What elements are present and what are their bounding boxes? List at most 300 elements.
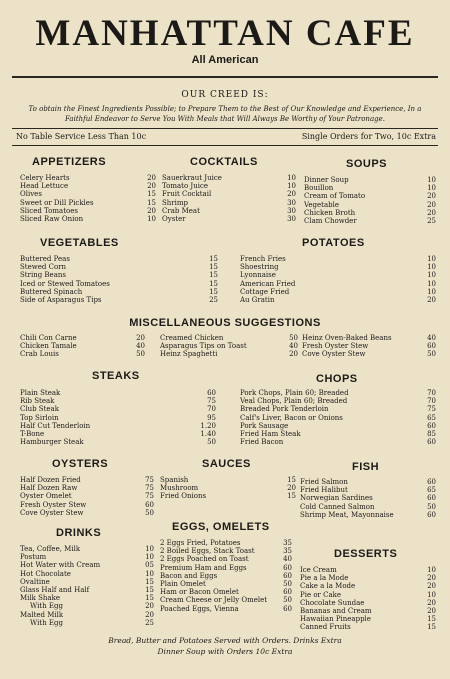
menu-item	[20, 586, 154, 594]
menu-item-name: Fried Onions	[160, 492, 207, 501]
menu-item	[240, 397, 436, 405]
menu-item-price: 15	[209, 263, 218, 272]
menu-item-price: 40	[289, 342, 298, 351]
menu-item-name: Oyster Omelet	[20, 492, 72, 501]
menu-item-price: 50	[207, 438, 216, 447]
eggs-list	[160, 539, 292, 613]
menu-item-price: 20	[145, 610, 154, 619]
cafe-title: MANHATTAN CAFE	[35, 13, 415, 54]
menu-item-name: Sweet or Dill Pickles	[20, 198, 94, 207]
menu-item-price: 15	[209, 279, 218, 288]
menu-item-name: Veal Chops, Plain 60; Breaded	[240, 397, 348, 406]
menu-item	[20, 255, 218, 263]
menu-item-price: 10	[427, 566, 436, 574]
menu-item-name: Head Lettuce	[20, 182, 69, 191]
misc-heading: MISCELLANEOUS SUGGESTIONS	[129, 317, 321, 329]
menu-item	[20, 207, 156, 215]
desserts-heading: DESSERTS	[334, 548, 398, 560]
menu-item-name: Creamed Chicken	[160, 334, 224, 342]
menu-item-name: Heinz Oven-Baked Beans	[302, 334, 392, 342]
menu-item	[302, 350, 436, 358]
menu-item-price: 50	[283, 580, 292, 589]
menu-item-price: 1.40	[200, 430, 216, 439]
menu-item-name: Chicken Tamale	[20, 342, 77, 351]
menu-item-name: Buttered Peas	[20, 255, 70, 263]
menu-item-price: 65	[427, 413, 436, 422]
menu-item-price: 10	[145, 545, 154, 553]
menu-item-name: Shrimp Meat, Mayonnaise	[300, 510, 394, 519]
menu-item	[240, 280, 436, 288]
menu-item-price: 20	[287, 190, 296, 199]
menu-item	[20, 405, 216, 413]
menu-item	[160, 539, 292, 547]
menu-item-price: 10	[145, 553, 154, 562]
menu-item-name: Asparagus Tips on Toast	[160, 342, 247, 351]
menu-item-price: 75	[145, 476, 154, 484]
menu-item-name: 2 Eggs Fried, Potatoes	[160, 539, 241, 547]
menu-item-price: 75	[427, 405, 436, 414]
menu-item-price: 15	[287, 476, 296, 484]
menu-item-name: Plain Steak	[20, 389, 61, 397]
menu-item-name: Mushroom	[160, 484, 199, 493]
note-rule	[12, 145, 438, 146]
menu-item-price: 20	[427, 208, 436, 217]
oysters-list	[20, 476, 154, 517]
menu-item-price: 70	[427, 397, 436, 406]
menu-item	[20, 484, 154, 492]
menu-item-price: 20	[147, 182, 156, 191]
menu-item	[304, 201, 436, 209]
menu-item	[20, 271, 218, 279]
menu-item-price: 60	[427, 438, 436, 447]
menu-item	[300, 599, 436, 607]
menu-item	[20, 215, 156, 223]
menu-item	[240, 296, 436, 304]
menu-item	[240, 288, 436, 296]
menu-item-price: 60	[207, 389, 216, 397]
menu-item	[300, 615, 436, 623]
menu-item-price: 65	[427, 486, 436, 495]
menu-item	[20, 174, 156, 182]
menu-item	[162, 215, 296, 223]
menu-item-price: 10	[287, 182, 296, 191]
menu-item	[20, 414, 216, 422]
menu-item-name: Cake a la Mode	[300, 582, 356, 591]
menu-item-price: 10	[427, 590, 436, 599]
menu-item-price: 50	[145, 508, 154, 517]
oysters-heading: OYSTERS	[52, 458, 109, 470]
fish-list	[300, 478, 436, 519]
menu-item	[160, 605, 292, 613]
menu-item	[20, 602, 154, 610]
menu-item-name: Pie or Cake	[300, 590, 342, 599]
menu-item-name: Fried Halibut	[300, 486, 348, 495]
menu-item	[160, 484, 296, 492]
menu-item-name: Poached Eggs, Vienna	[160, 604, 239, 613]
menu-item-price: 05	[145, 561, 154, 570]
menu-item	[20, 509, 154, 517]
menu-item-name: Bananas and Cream	[300, 607, 372, 616]
menu-item-price: 15	[147, 198, 156, 207]
menu-item-price: 40	[136, 342, 145, 351]
menu-item-price: 60	[145, 500, 154, 509]
menu-item	[20, 501, 154, 509]
menu-item-price: 75	[145, 484, 154, 493]
menu-item-name: Top Sirloin	[20, 413, 59, 422]
menu-item	[160, 350, 298, 358]
menu-item-name: With Egg	[30, 618, 63, 627]
menu-item-name: 2 Boiled Eggs, Stack Toast	[160, 547, 255, 556]
menu-item-name: Stewed Corn	[20, 263, 67, 272]
menu-item	[300, 511, 436, 519]
menu-item-price: 20	[289, 350, 298, 359]
menu-item-name: Shrimp	[162, 198, 189, 207]
menu-item	[20, 422, 216, 430]
menu-item	[160, 572, 292, 580]
menu-item	[20, 263, 218, 271]
menu-item	[20, 476, 154, 484]
drinks-list	[20, 545, 154, 627]
menu-item-price: 60	[427, 478, 436, 486]
eggs-heading: EGGS, OMELETS	[172, 521, 270, 533]
menu-item-name: Half Dozen Fried	[20, 476, 81, 484]
menu-item	[300, 623, 436, 631]
menu-item-price: 85	[427, 430, 436, 439]
menu-item	[304, 192, 436, 200]
menu-item-name: Olives	[20, 190, 42, 199]
menu-item-name: Pork Chops, Plain 60; Breaded	[240, 389, 349, 397]
menu-item	[20, 438, 216, 446]
menu-item	[302, 342, 436, 350]
menu-item-price: 20	[427, 582, 436, 591]
menu-item	[240, 271, 436, 279]
menu-item-price: 50	[136, 350, 145, 359]
menu-item	[20, 280, 218, 288]
menu-item-price: 60	[427, 510, 436, 519]
menu-item-name: Lyonnaise	[240, 271, 276, 280]
menu-item-name: Ovaltine	[20, 577, 50, 586]
menu-item-name: Canned Fruits	[300, 623, 351, 632]
chops-list	[240, 389, 436, 446]
menu-item-price: 20	[427, 192, 436, 201]
menu-item-price: 25	[209, 296, 218, 305]
menu-item-name: Side of Asparagus Tips	[20, 296, 102, 305]
service-note-right: Single Orders for Two, 10c Extra	[301, 132, 436, 141]
menu-item-price: 30	[287, 206, 296, 215]
menu-item-price: 15	[145, 586, 154, 595]
menu-item-name: With Egg	[30, 602, 63, 611]
menu-item	[160, 334, 298, 342]
menu-item-name: Shoestring	[240, 263, 279, 272]
soups-list	[304, 176, 436, 225]
menu-item	[162, 207, 296, 215]
menu-item-price: 75	[207, 397, 216, 406]
potatoes-heading: POTATOES	[302, 237, 365, 249]
menu-item	[162, 182, 296, 190]
menu-item	[160, 547, 292, 555]
creed-text: To obtain the Finest Ingredients Possible; to Prepare Them to the Best of Our Knowledge and Experience, In a Faithful Endeavor to Serve You With Meals that Will Always Be Worthy of Your Patronage.	[28, 105, 422, 123]
menu-item	[160, 476, 296, 484]
menu-item-price: 20	[147, 206, 156, 215]
menu-item-price: 30	[287, 198, 296, 207]
footer-note	[0, 635, 450, 657]
menu-item	[240, 263, 436, 271]
menu-item-name: Cove Oyster Stew	[302, 350, 366, 359]
menu-item-price: 30	[287, 215, 296, 224]
menu-item	[20, 570, 154, 578]
menu-item-name: Heinz Spaghetti	[160, 350, 218, 359]
footer-line-1: Bread, Butter and Potatoes Served with Orders. Drinks Extra	[108, 636, 342, 645]
menu-item-name: Oyster	[162, 215, 186, 224]
potatoes-list	[240, 255, 436, 304]
menu-item	[302, 334, 436, 342]
menu-item-name: Calf's Liver, Bacon or Onions	[240, 413, 343, 422]
menu-item	[20, 492, 154, 500]
menu-item-name: Cove Oyster Stew	[20, 508, 84, 517]
menu-item-price: 60	[283, 563, 292, 572]
menu-item	[20, 619, 154, 627]
menu-item	[20, 288, 218, 296]
menu-item-name: Pork Sausage	[240, 421, 289, 430]
menu-item-name: Dinner Soup	[304, 176, 349, 184]
menu-item-name: Buttered Spinach	[20, 287, 83, 296]
menu-item-price: 50	[427, 502, 436, 511]
menu-item-name: Plain Omelet	[160, 580, 206, 589]
menu-item-name: Sliced Raw Onion	[20, 215, 84, 224]
cocktails-list	[162, 174, 296, 223]
menu-item-name: Hamburger Steak	[20, 438, 84, 447]
menu-item-name: 2 Eggs Poached on Toast	[160, 555, 249, 564]
menu-item	[20, 594, 154, 602]
menu-item-price: 10	[287, 174, 296, 182]
menu-item	[240, 438, 436, 446]
menu-item-price: 10	[147, 215, 156, 224]
creed-heading: OUR CREED IS:	[181, 90, 269, 100]
menu-item-name: Spanish	[160, 476, 189, 484]
vegetables-heading: VEGETABLES	[40, 237, 119, 249]
desserts-list	[300, 566, 436, 632]
menu-item	[160, 555, 292, 563]
menu-item	[20, 190, 156, 198]
menu-item-price: 35	[283, 547, 292, 556]
menu-item-name: Chicken Broth	[304, 208, 356, 217]
soups-heading: SOUPS	[346, 158, 388, 170]
menu-item-price: 60	[427, 421, 436, 430]
menu-item-price: 60	[283, 571, 292, 580]
menu-item-price: 20	[427, 598, 436, 607]
menu-item	[20, 199, 156, 207]
menu-item	[160, 564, 292, 572]
service-note-left: No Table Service Less Than 10c	[16, 132, 147, 141]
menu-item	[20, 182, 156, 190]
menu-item-name: Sliced Tomatoes	[20, 206, 78, 215]
menu-item-price: 40	[283, 555, 292, 564]
menu-item	[300, 582, 436, 590]
menu-item-name: Iced or Stewed Tomatoes	[20, 279, 110, 288]
menu-item-price: 10	[427, 279, 436, 288]
top-rule	[12, 76, 438, 78]
chops-heading: CHOPS	[316, 373, 358, 385]
cafe-subtitle: All American	[191, 54, 259, 66]
menu-item-name: Vegetable	[304, 200, 340, 209]
menu-item	[162, 199, 296, 207]
sauces-list	[160, 476, 296, 501]
appetizers-heading: APPETIZERS	[32, 156, 107, 168]
menu-item	[160, 596, 292, 604]
menu-item-price: 1.20	[200, 421, 216, 430]
menu-item-price: 40	[427, 334, 436, 342]
menu-item	[240, 255, 436, 263]
menu-item-price: 75	[145, 492, 154, 501]
menu-item-name: Bouillon	[304, 184, 334, 193]
menu-item-price: 60	[283, 604, 292, 613]
menu-item-price: 70	[427, 389, 436, 397]
menu-item-name: Chili Con Carne	[20, 334, 77, 342]
menu-item-name: Ice Cream	[300, 566, 337, 574]
menu-item-name: Celery Hearts	[20, 174, 70, 182]
menu-item-name: Tea, Coffee, Milk	[20, 545, 81, 553]
menu-item-name: French Fries	[240, 255, 286, 263]
menu-item	[240, 405, 436, 413]
menu-item	[304, 209, 436, 217]
menu-item	[300, 486, 436, 494]
menu-item-price: 20	[145, 602, 154, 611]
menu-item-price: 35	[283, 539, 292, 547]
menu-item	[162, 190, 296, 198]
cocktails-heading: COCKTAILS	[190, 156, 258, 168]
menu-item-price: 20	[427, 574, 436, 583]
menu-item	[20, 397, 216, 405]
menu-item	[304, 176, 436, 184]
menu-item-price: 10	[427, 176, 436, 184]
menu-item-name: Cold Canned Salmon	[300, 502, 375, 511]
menu-item-name: Malted Milk	[20, 610, 64, 619]
menu-item-price: 50	[427, 350, 436, 359]
menu-item-name: Postum	[20, 553, 47, 562]
menu-item-name: Hot Water with Cream	[20, 561, 101, 570]
menu-item-name: Glass Half and Half	[20, 586, 90, 595]
menu-item-price: 10	[427, 263, 436, 272]
menu-item-name: Rib Steak	[20, 397, 55, 406]
menu-item	[20, 611, 154, 619]
menu-item	[20, 561, 154, 569]
menu-item	[20, 545, 154, 553]
menu-item	[20, 553, 154, 561]
menu-item-name: Fried Salmon	[300, 478, 348, 486]
menu-item-price: 15	[145, 594, 154, 603]
menu-item-name: Half Dozen Raw	[20, 484, 78, 493]
menu-item-name: Fruit Cocktail	[162, 190, 212, 199]
menu-item-name: Fresh Oyster Stew	[302, 342, 369, 351]
menu-item-name: Cottage Fried	[240, 287, 290, 296]
steaks-heading: STEAKS	[92, 370, 140, 382]
menu-item-name: Hawaiian Pineapple	[300, 615, 371, 624]
menu-item-price: 20	[147, 174, 156, 182]
menu-item-price: 70	[207, 405, 216, 414]
menu-item-name: Half Cut Tenderloin	[20, 421, 91, 430]
menu-item	[20, 342, 145, 350]
menu-item-price: 15	[147, 190, 156, 199]
menu-item	[300, 566, 436, 574]
menu-item-price: 60	[427, 494, 436, 503]
menu-item	[160, 492, 296, 500]
menu-item-name: Pie a la Mode	[300, 574, 349, 583]
menu-item	[304, 217, 436, 225]
menu-item-name: Ham or Bacon Omelet	[160, 588, 239, 597]
menu-item-name: Cream of Tomato	[304, 192, 366, 201]
menu-item-price: 20	[427, 200, 436, 209]
misc-list-col2	[160, 334, 298, 359]
menu-item-price: 15	[209, 271, 218, 280]
menu-item-name: Crab Louis	[20, 350, 59, 359]
menu-item-name: Tomato Juice	[162, 182, 209, 191]
menu-item-name: Chocolate Sundae	[300, 598, 365, 607]
menu-item	[300, 574, 436, 582]
menu-item-price: 20	[427, 607, 436, 616]
menu-item	[20, 389, 216, 397]
menu-item-name: American Fried	[240, 279, 296, 288]
misc-list-col1	[20, 334, 145, 359]
misc-list-col3	[302, 334, 436, 359]
menu-item-price: 60	[427, 342, 436, 351]
drinks-heading: DRINKS	[56, 527, 102, 539]
sauces-heading: SAUCES	[202, 458, 251, 470]
menu-item-price: 20	[427, 296, 436, 305]
menu-item-name: Fried Bacon	[240, 438, 284, 447]
menu-item-price: 10	[145, 569, 154, 578]
menu-item-name: Fried Ham Steak	[240, 430, 301, 439]
menu-item-price: 50	[289, 334, 298, 342]
menu-item-price: 25	[145, 618, 154, 627]
menu-item-price: 95	[207, 413, 216, 422]
menu-item	[240, 422, 436, 430]
menu-item-name: Breaded Pork Tenderloin	[240, 405, 329, 414]
menu-item	[240, 389, 436, 397]
menu-item-name: Clam Chowder	[304, 217, 357, 226]
footer-line-2: Dinner Soup with Orders 10c Extra	[157, 647, 293, 656]
menu-item-name: Fresh Oyster Stew	[20, 500, 87, 509]
creed-rule	[12, 128, 438, 129]
menu-item	[160, 342, 298, 350]
menu-item	[240, 430, 436, 438]
menu-item	[162, 174, 296, 182]
menu-item-name: Milk Shake	[20, 594, 60, 603]
menu-item	[304, 184, 436, 192]
menu-item	[300, 607, 436, 615]
menu-item	[160, 580, 292, 588]
menu-item-name: Norwegian Sardines	[300, 494, 373, 503]
menu-item-price: 10	[427, 287, 436, 296]
menu-item-name: Sauerkraut Juice	[162, 174, 222, 182]
menu-item-price: 15	[427, 615, 436, 624]
menu-item-name: Bacon and Eggs	[160, 571, 218, 580]
menu-item	[20, 296, 218, 304]
menu-item	[300, 591, 436, 599]
vegetables-list	[20, 255, 218, 304]
menu-item	[20, 334, 145, 342]
menu-item-price: 10	[427, 255, 436, 263]
appetizers-list	[20, 174, 156, 223]
menu-item-price: 10	[427, 271, 436, 280]
menu-item-name: Au Gratin	[240, 296, 275, 305]
menu-item-price: 20	[287, 484, 296, 493]
menu-item-price: 15	[209, 287, 218, 296]
menu-item-name: Club Steak	[20, 405, 59, 414]
menu-item-price: 50	[283, 596, 292, 605]
menu-item	[20, 430, 216, 438]
menu-item-price: 15	[145, 577, 154, 586]
fish-heading: FISH	[352, 461, 380, 473]
